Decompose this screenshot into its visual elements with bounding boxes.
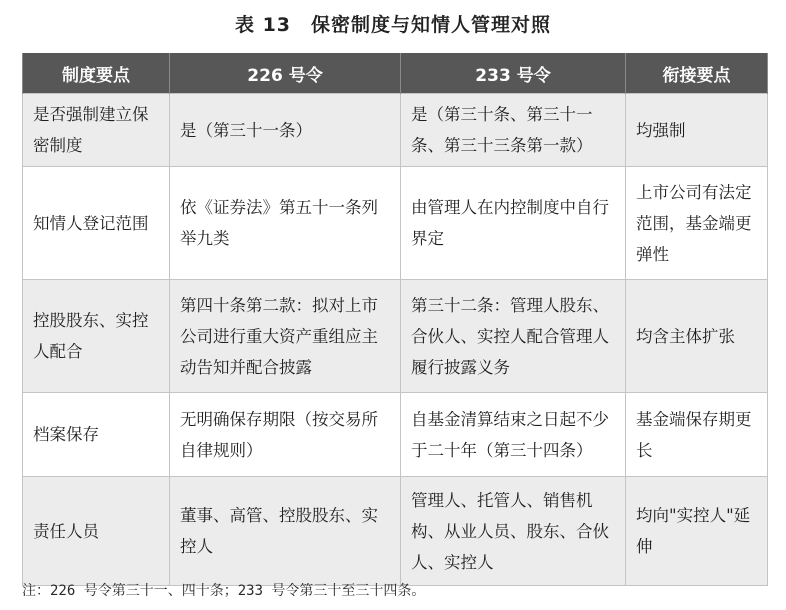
row-key-point: 是否强制建立保密制度 — [23, 94, 170, 167]
table-row — [23, 280, 768, 393]
row-order-226: 无明确保存期限（按交易所自律规则） — [170, 393, 401, 477]
row-order-226: 是（第三十一条） — [170, 94, 401, 167]
row-key-point: 控股股东、实控人配合 — [23, 280, 170, 393]
table-row — [23, 94, 768, 167]
table-row — [23, 393, 768, 477]
comparison-table-container — [22, 53, 767, 586]
table-footnote: 注：226 号令第三十一、四十条；233 号令第三十至三十四条。 — [22, 583, 426, 599]
row-order-233: 由管理人在内控制度中自行界定 — [401, 167, 626, 280]
row-order-233: 管理人、托管人、销售机构、从业人员、股东、合伙人、实控人 — [401, 477, 626, 586]
row-connection: 均含主体扩张 — [626, 280, 768, 393]
comparison-table — [22, 53, 768, 586]
header-cell-key-point: 制度要点 — [23, 53, 170, 94]
row-connection: 均向"实控人"延伸 — [626, 477, 768, 586]
row-connection: 均强制 — [626, 94, 768, 167]
header-cell-order-233: 233 号令 — [401, 53, 626, 94]
row-order-233: 第三十二条：管理人股东、合伙人、实控人配合管理人履行披露义务 — [401, 280, 626, 393]
table-row — [23, 477, 768, 586]
row-order-226: 第四十条第二款：拟对上市公司进行重大资产重组应主动告知并配合披露 — [170, 280, 401, 393]
row-order-233: 是（第三十条、第三十一条、第三十三条第一款） — [401, 94, 626, 167]
row-order-226: 董事、高管、控股股东、实控人 — [170, 477, 401, 586]
row-key-point: 责任人员 — [23, 477, 170, 586]
row-order-226: 依《证券法》第五十一条列举九类 — [170, 167, 401, 280]
row-order-233: 自基金清算结束之日起不少于二十年（第三十四条） — [401, 393, 626, 477]
header-cell-order-226: 226 号令 — [170, 53, 401, 94]
row-key-point: 档案保存 — [23, 393, 170, 477]
row-connection: 基金端保存期更长 — [626, 393, 768, 477]
header-cell-connection: 衔接要点 — [626, 53, 768, 94]
row-connection: 上市公司有法定范围，基金端更弹性 — [626, 167, 768, 280]
table-caption: 表 13 保密制度与知情人管理对照 — [234, 14, 552, 36]
table-row — [23, 167, 768, 280]
table-header-row — [23, 53, 768, 94]
row-key-point: 知情人登记范围 — [23, 167, 170, 280]
